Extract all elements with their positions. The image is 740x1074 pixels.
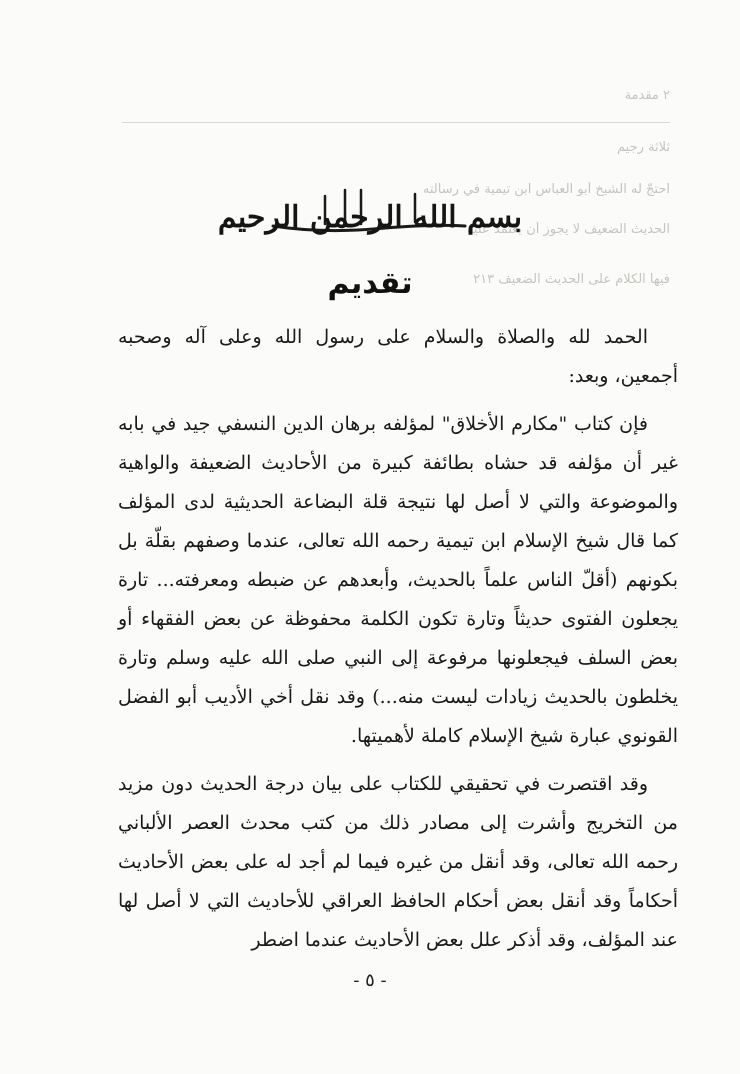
paragraph: وقد اقتصرت في تحقيقي للكتاب على بيان درجة الحديث دون مزيد من التخريج وأشرت إلى مصادر ذلك من كتب محدث العصر الألباني رحمه الله تعالى، وقد أنقل من غيره فيما لم أجد له على بعض الأحاديث أحكاماً وقد أنقل بعض أحكام الحافظ العراقي للأحاديث التي لا أصل لها عند المؤلف، وقد أذكر علل بعض الأحاديث عندما اضطر [118, 773, 678, 951]
basmala-calligraphy [0, 176, 740, 235]
bleed-through-line: الحديث الضعيف لا يجوز أن يعتمد عليه [466, 222, 670, 237]
bleed-through-line: احتجّ له الشيخ أبو العباس ابن تيمية في رسالته [422, 182, 670, 197]
paragraph: فإن كتاب "مكارم الأخلاق" لمؤلفه برهان الدين النسفي جيد في بابه غير أن مؤلفه قد حشاه بطائفة كبيرة من الأحاديث الضعيفة والواهية والموضوعة والتي لا أصل لها نتيجة قلة البضاعة الحديثية لدى المؤلف كما قال شيخ الإسلام ابن تيمية رحمه الله تعالى، عندما وصفهم بقلّة بل بكونهم (أقلّ الناس علماً بالحديث، وأبعدهم عن ضبطه ومعرفته... تارة يجعلون الفتوى حديثاً وتارة تكون الكلمة محفوظة عن بعض الفقهاء أو بعض السلف فيجعلونها مرفوعة إلى النبي صلى الله عليه وسلم وتارة يخلطون بالحديث زيادات ليست منه...) وقد نقل أخي الأديب أبو الفضل القونوي عبارة شيخ الإسلام كاملة لأهميتها. [118, 413, 678, 747]
section-heading: تقديم [327, 266, 413, 301]
bleed-through-line: فيها الكلام على الحديث الضعيف ٢١٣ [473, 272, 670, 287]
paragraph: الحمد لله والصلاة والسلام على رسول الله وعلى آله وصحبه أجمعين، وبعد: [118, 326, 678, 387]
body-text [118, 318, 678, 969]
basmala-text: بسم الله الرحمن الرحيم [217, 200, 523, 235]
bleed-through-line: ٢ مقدمة [624, 88, 670, 103]
bleed-through-rule [122, 122, 670, 123]
bleed-through-line: ثلاثة رجيم [617, 140, 670, 155]
page-number: - ٥ - [353, 970, 387, 991]
